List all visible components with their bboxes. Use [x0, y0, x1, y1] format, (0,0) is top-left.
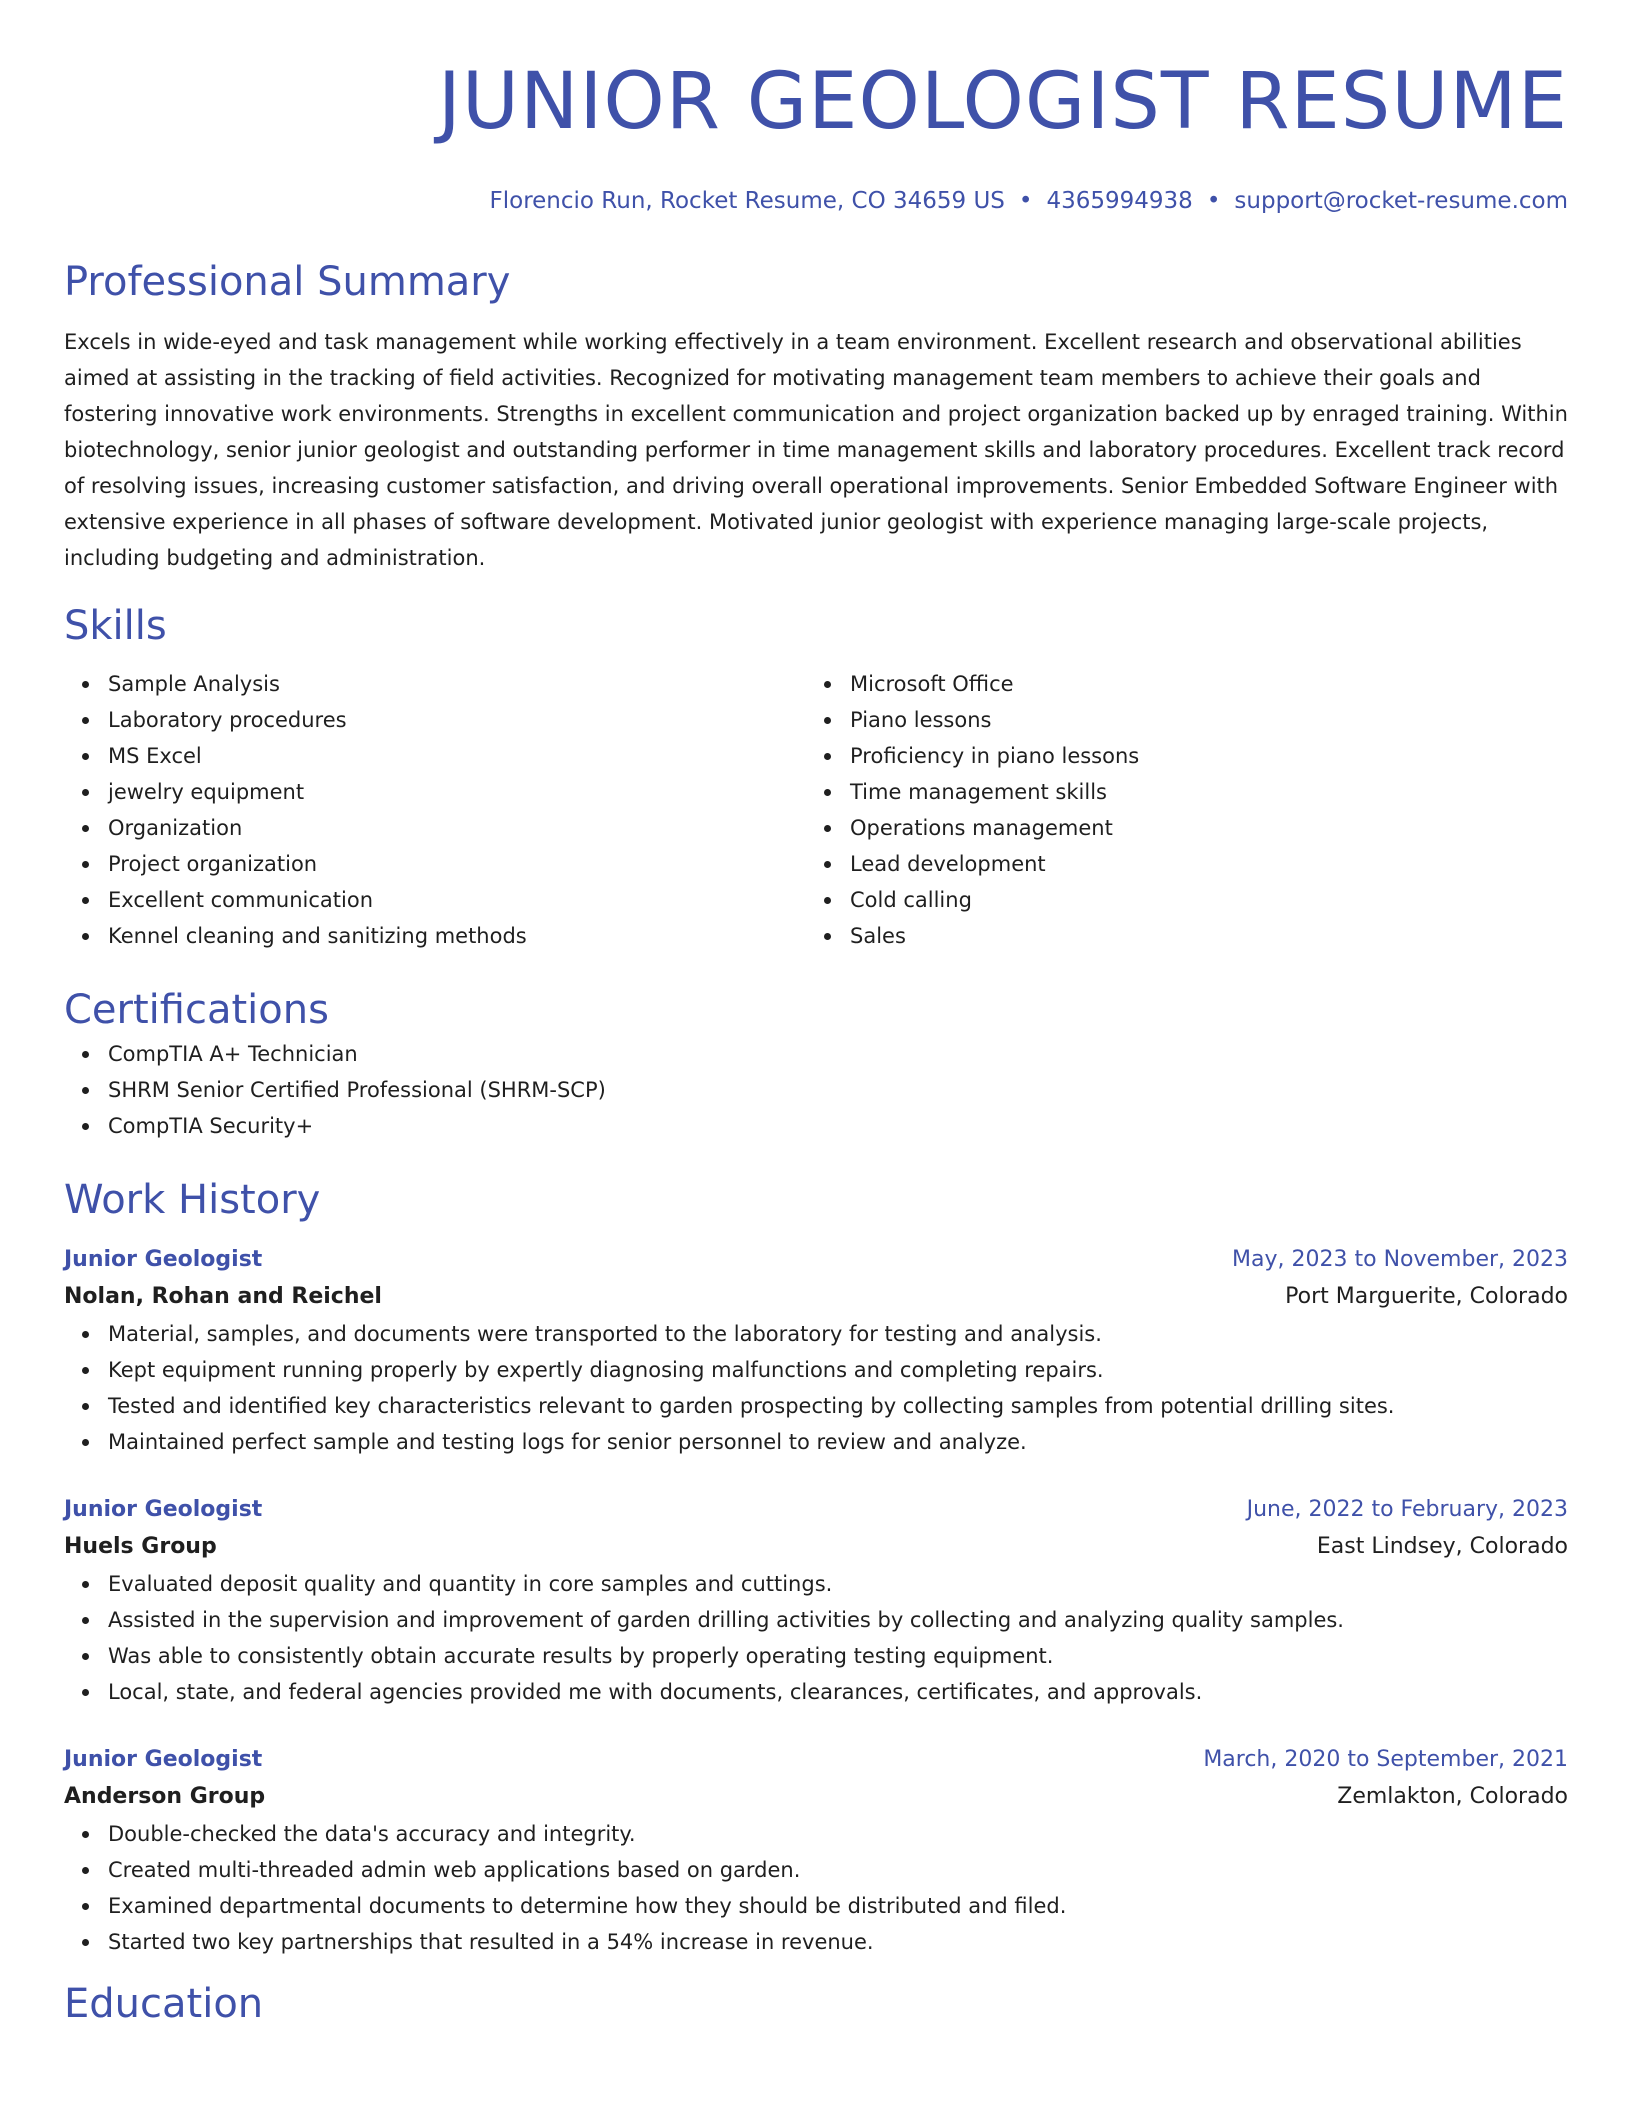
job-bullet: Material, samples, and documents were transported to the laboratory for testing and analysis.	[108, 1316, 1568, 1352]
job-company: Anderson Group	[64, 1784, 266, 1809]
job-bullet: Was able to consistently obtain accurate results by properly operating testing equipment.	[108, 1638, 1568, 1674]
job-company-row	[64, 1528, 1568, 1566]
skill-item: Piano lessons	[850, 702, 1548, 738]
skills-list-right	[806, 666, 1548, 954]
skills-list-left	[64, 666, 806, 954]
skill-item: Proficiency in piano lessons	[850, 738, 1548, 774]
job-entry	[64, 1492, 1568, 1710]
contact-email[interactable]: support@rocket-resume.com	[1234, 188, 1568, 214]
job-bullet: Examined departmental documents to determine how they should be distributed and filed.	[108, 1888, 1568, 1924]
work-history-heading: Work History	[64, 1177, 321, 1223]
skills-columns	[64, 666, 1568, 954]
skill-item: Cold calling	[850, 882, 1548, 918]
job-entry	[64, 1742, 1568, 1960]
education-heading: Education	[64, 1981, 264, 2027]
job-bullet: Double-checked the data's accuracy and integrity.	[108, 1816, 1568, 1852]
job-company: Huels Group	[64, 1534, 217, 1559]
skill-item: Sample Analysis	[108, 666, 806, 702]
resume-title: JUNIOR GEOLOGIST RESUME	[437, 57, 1568, 147]
skill-item: Operations management	[850, 810, 1548, 846]
skill-item: Microsoft Office	[850, 666, 1548, 702]
job-title: Junior Geologist	[64, 1247, 263, 1272]
skill-item: MS Excel	[108, 738, 806, 774]
job-bullet: Local, state, and federal agencies provided me with documents, clearances, certificates, and approvals.	[108, 1674, 1568, 1710]
skill-item: Kennel cleaning and sanitizing methods	[108, 918, 806, 954]
job-bullets	[64, 1316, 1568, 1460]
skills-heading: Skills	[64, 603, 167, 649]
certification-item: SHRM Senior Certified Professional (SHRM-SCP)	[108, 1072, 1568, 1108]
job-dates: May, 2023 to November, 2023	[1232, 1247, 1568, 1272]
job-bullet: Created multi-threaded admin web applications based on garden.	[108, 1852, 1568, 1888]
skill-item: jewelry equipment	[108, 774, 806, 810]
skill-item: Laboratory procedures	[108, 702, 806, 738]
skills-column-right	[806, 666, 1548, 954]
job-company-row	[64, 1278, 1568, 1316]
job-bullet: Tested and identified key characteristics relevant to garden prospecting by collecting samples from potential drilling sites.	[108, 1388, 1568, 1424]
skill-item: Project organization	[108, 846, 806, 882]
job-bullets	[64, 1566, 1568, 1710]
job-bullet: Maintained perfect sample and testing logs for senior personnel to review and analyze.	[108, 1424, 1568, 1460]
job-location: Zemlakton, Colorado	[1337, 1784, 1568, 1809]
job-dates: June, 2022 to February, 2023	[1246, 1497, 1568, 1522]
job-bullet: Evaluated deposit quality and quantity in core samples and cuttings.	[108, 1566, 1568, 1602]
certification-item: CompTIA A+ Technician	[108, 1036, 1568, 1072]
skill-item: Time management skills	[850, 774, 1548, 810]
skill-item: Organization	[108, 810, 806, 846]
resume-page	[64, 0, 1568, 2030]
job-location: Port Marguerite, Colorado	[1285, 1284, 1568, 1309]
job-title: Junior Geologist	[64, 1747, 263, 1772]
contact-line	[64, 186, 1568, 216]
skill-item: Excellent communication	[108, 882, 806, 918]
job-company-row	[64, 1778, 1568, 1816]
job-bullets	[64, 1816, 1568, 1960]
summary-text: Excels in wide-eyed and task management while working effectively in a team environment. Excellent research and observational abilities aimed at assisting in the tracking of field activities. Recognized for motivating management team members to achieve their goals and fostering innovative work environments. Strengths in excellent communication and project organization backed up by enraged training. Within biotechnology, senior junior geologist and outstanding performer in time management skills and laboratory procedures. Excellent track record of resolving issues, increasing customer satisfaction, and driving overall operational improvements. Senior Embedded Software Engineer with extensive experience in all phases of software development. Motivated junior geologist with experience managing large-scale projects, including budgeting and administration.	[64, 330, 1568, 570]
skill-item: Lead development	[850, 846, 1548, 882]
job-dates: March, 2020 to September, 2021	[1203, 1747, 1568, 1772]
certifications-list	[64, 1036, 1568, 1144]
job-header-row	[64, 1242, 1568, 1278]
summary-heading: Professional Summary	[64, 259, 511, 305]
contact-address: Florencio Run, Rocket Resume, CO 34659 US	[489, 188, 1005, 214]
job-bullet: Assisted in the supervision and improvement of garden drilling activities by collecting and analyzing quality samples.	[108, 1602, 1568, 1638]
job-header-row	[64, 1492, 1568, 1528]
contact-phone: 4365994938	[1046, 188, 1193, 214]
job-header-row	[64, 1742, 1568, 1778]
job-bullet: Kept equipment running properly by expertly diagnosing malfunctions and completing repairs.	[108, 1352, 1568, 1388]
certifications-heading: Certifications	[64, 987, 329, 1033]
contact-separator: •	[1018, 188, 1033, 214]
skills-column-left	[64, 666, 806, 954]
contact-separator: •	[1206, 188, 1221, 214]
job-title: Junior Geologist	[64, 1497, 263, 1522]
job-bullet: Started two key partnerships that resulted in a 54% increase in revenue.	[108, 1924, 1568, 1960]
job-company: Nolan, Rohan and Reichel	[64, 1284, 382, 1309]
job-entry	[64, 1242, 1568, 1460]
job-location: East Lindsey, Colorado	[1316, 1534, 1568, 1559]
skill-item: Sales	[850, 918, 1548, 954]
certification-item: CompTIA Security+	[108, 1108, 1568, 1144]
